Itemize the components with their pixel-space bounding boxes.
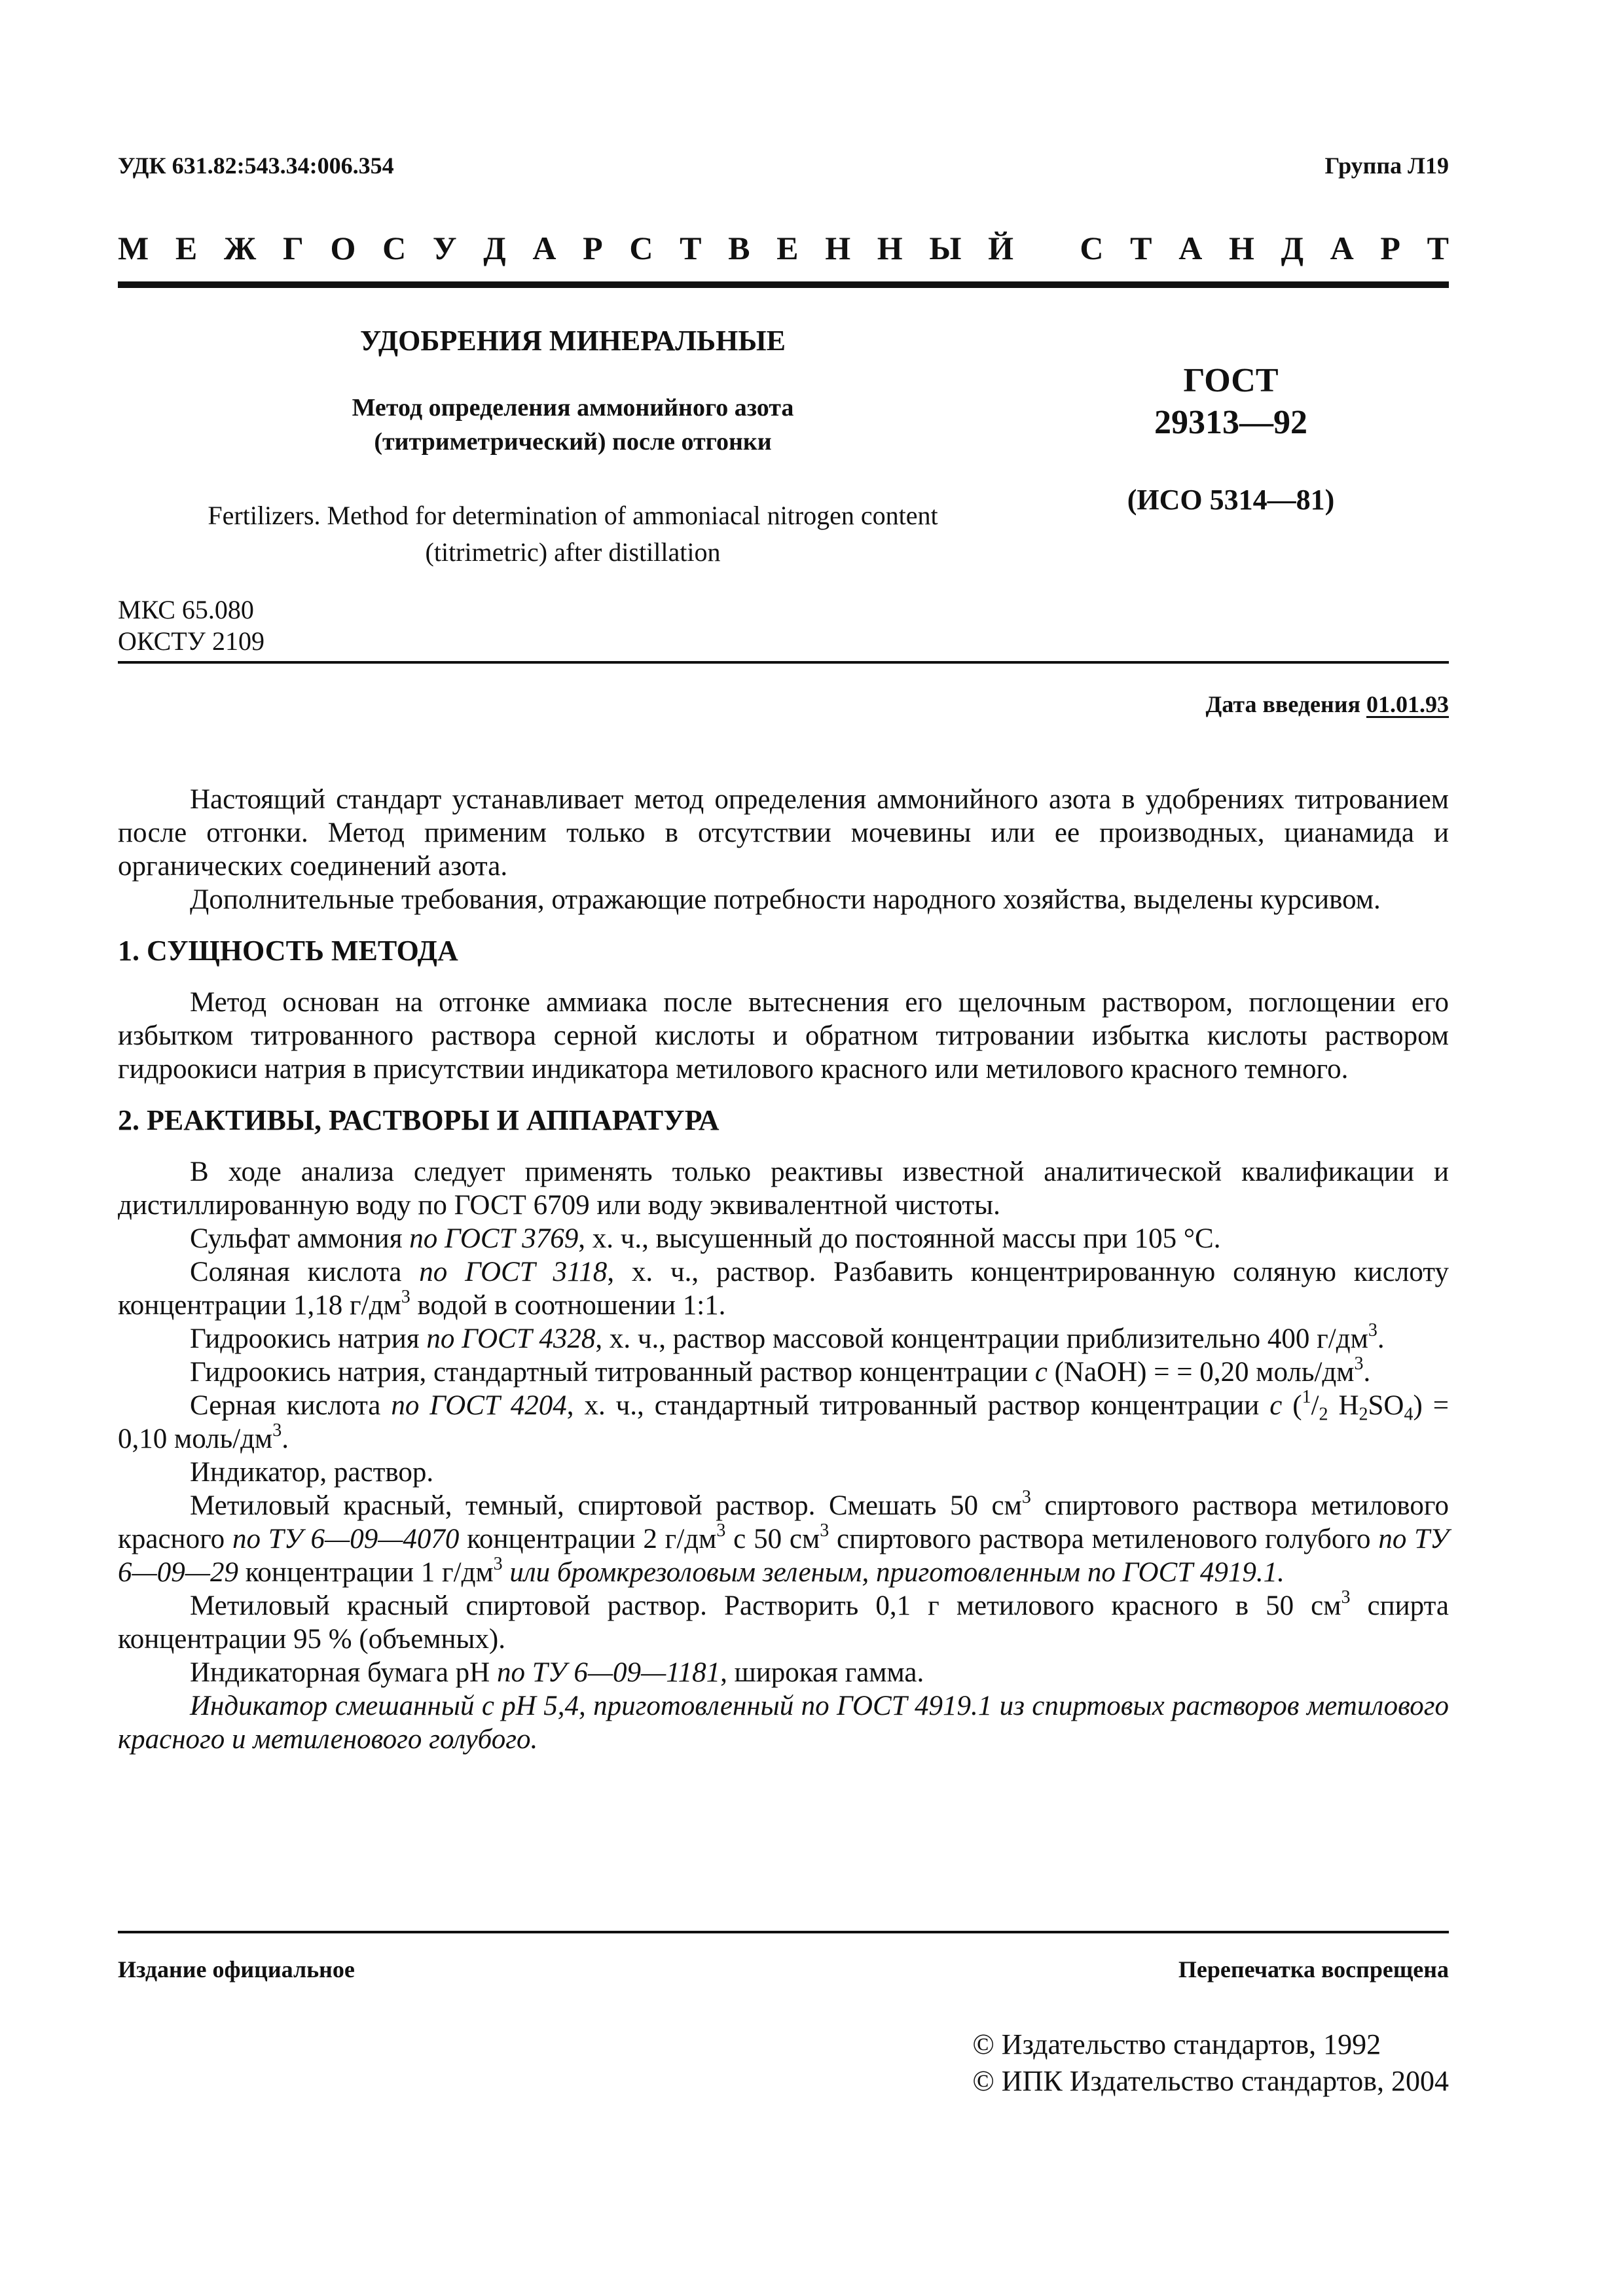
banner-letter: Т [680, 230, 702, 266]
reagent-sulfuric-acid: Серная кислота по ГОСТ 4204, х. ч., стандартный титрованный раствор концентрации c ($^1/_2$ $H_2SO_4) = 0,10$ моль/$дм^3$. [118, 1386, 1449, 1454]
banner-letter: А [1178, 230, 1203, 266]
copyright-1992: © Издательство стандартов, 1992 [972, 2028, 1381, 2060]
document-body [118, 783, 1449, 1756]
codes-divider [118, 661, 1449, 664]
english-title-line-1: Fertilizers. Method for determination of ammoniacal nitrogen content [208, 501, 938, 530]
banner-letter: Д [1281, 230, 1304, 266]
section-2-paragraph-1: В ходе анализа следует применять только реактивы известной аналитической квалификации и дистиллированную воду по ГОСТ 6709 или воду эквивалентной чистоты. [118, 1157, 1449, 1221]
banner-letter: Ж [223, 230, 257, 266]
banner-letter: С [1080, 230, 1104, 266]
methyl-red-dark-solution: Метиловый красный, темный, спиртовой раствор. Смешать 50 $см^3$ спиртового раствора метилового красного по ТУ 6—09—4070 концентрации 2 $г/дм^3$ с 50 $см^3$ спиртового раствора метиленового голубого по ТУ 6—09—29 концентрации 1 $г/дм^3$ или бромкрезоловым зеленым, приготовленным по ГОСТ 4919.1. [118, 1486, 1449, 1588]
banner-letter: Д [483, 230, 506, 266]
header-divider [118, 281, 1449, 288]
classification-codes [118, 594, 264, 657]
gost-designation [1100, 360, 1362, 444]
copyright-block [972, 2026, 1449, 2100]
official-edition: Издание официальное [118, 1956, 355, 1982]
english-title [118, 497, 1028, 571]
footer-divider [118, 1931, 1449, 1933]
banner-letter: Р [1380, 230, 1400, 266]
intro-paragraph-2: Дополнительные требования, отражающие потребности народного хозяйства, выделены курсивом. [190, 884, 1381, 915]
ph-indicator-paper: Индикаторная бумага рН по ТУ 6—09—1181, широкая гамма. [190, 1657, 924, 1688]
section-1-text: Метод основан на отгонке аммиака после вытеснения его щелочным раствором, поглощении его избытком титрованного раствора серной кислоты и обратном титровании избытка кислоты раствором гидроокиси натрия в присутствии индикатора метилового красного или метилового красного темного. [118, 987, 1449, 1085]
methyl-red-solution: Метиловый красный спиртовой раствор. Растворить 0,1 г метилового красного в 50 $см^3$ спирта концентрации 95 % (объемных). [118, 1587, 1449, 1655]
udk-code: УДК 631.82:543.34:006.354 [118, 152, 394, 179]
banner-letter: Н [825, 230, 851, 266]
intro-paragraph-1: Настоящий стандарт устанавливает метод определения аммонийного азота в удобрениях титрованием после отгонки. Метод применим только в отсутствии мочевины или ее производных, цианамида и органических соединений азота. [118, 784, 1449, 882]
banner-letter: С [382, 230, 407, 266]
banner-letter: О [330, 230, 356, 266]
banner-letter: А [532, 230, 556, 266]
banner-letter: М [118, 230, 149, 266]
method-title-line-2: (титриметрический) после отгонки [374, 428, 772, 456]
date-value: 01.01.93 [1366, 691, 1449, 717]
banner-letter: Н [877, 230, 903, 266]
gost-label: ГОСТ [1183, 362, 1279, 399]
reagent-sodium-hydroxide-standard: Гидроокись натрия, стандартный титрованный раствор концентрации c (NaOH) = = 0,20 моль/$дм^3$. [190, 1353, 1371, 1388]
banner-letter: У [432, 230, 457, 266]
okstu-code: ОКСТУ 2109 [118, 626, 265, 656]
indicator-solution: Индикатор, раствор. [190, 1457, 434, 1488]
reagent-ammonium-sulfate: Сульфат аммония по ГОСТ 3769, х. ч., высушенный до постоянной массы при 105 °С. [190, 1223, 1221, 1254]
banner-gap [1040, 229, 1053, 267]
english-title-line-2: (titrimetric) after distillation [425, 537, 721, 567]
mks-code: МКС 65.080 [118, 595, 254, 624]
method-title [118, 391, 1028, 459]
method-title-line-1: Метод определения аммонийного азота [352, 394, 794, 422]
group-code: Группа Л19 [1324, 152, 1449, 179]
mixed-indicator: Индикатор смешанный с рН 5,4, приготовленный по ГОСТ 4919.1 из спиртовых растворов метилового красного и метиленового голубого. [118, 1691, 1449, 1755]
date-label: Дата введения [1205, 691, 1360, 717]
reagent-sodium-hydroxide: Гидроокись натрия по ГОСТ 4328, х. ч., раствор массовой концентрации приблизительно 400 $г/дм^3$. [190, 1319, 1385, 1354]
banner-letter: А [1330, 230, 1354, 266]
banner-letter: Н [1228, 230, 1254, 266]
banner-letter: Р [583, 230, 603, 266]
banner-letter: Й [988, 230, 1014, 266]
banner-letter: Т [1427, 230, 1449, 266]
copyright-2004: © ИПК Издательство стандартов, 2004 [972, 2065, 1449, 2097]
document-title: УДОБРЕНИЯ МИНЕРАЛЬНЫЕ [360, 325, 786, 357]
banner-letter: С [629, 230, 653, 266]
reprint-prohibited: Перепечатка воспрещена [1178, 1956, 1449, 1982]
reagent-hydrochloric-acid: Соляная кислота по ГОСТ 3118, х. ч., раствор. Разбавить концентрированную соляную кислоту концентрации 1,18 $г/дм^3$ водой в соотношении 1:1. [118, 1257, 1449, 1321]
gost-number: 29313—92 [1154, 404, 1307, 441]
iso-designation: (ИСО 5314—81) [1127, 484, 1335, 516]
interstate-standard-banner [118, 229, 1449, 267]
section-1-heading: 1. СУЩНОСТЬ МЕТОДА [118, 935, 458, 967]
banner-letter: Е [175, 230, 198, 266]
section-2-heading: 2. РЕАКТИВЫ, РАСТВОРЫ И АППАРАТУРА [118, 1104, 720, 1136]
banner-letter: Ы [929, 230, 962, 266]
banner-letter: В [728, 230, 750, 266]
banner-letter: Е [776, 230, 799, 266]
banner-letter: Т [1130, 230, 1152, 266]
banner-letter: Г [283, 230, 304, 266]
introduction-date [1206, 691, 1450, 718]
